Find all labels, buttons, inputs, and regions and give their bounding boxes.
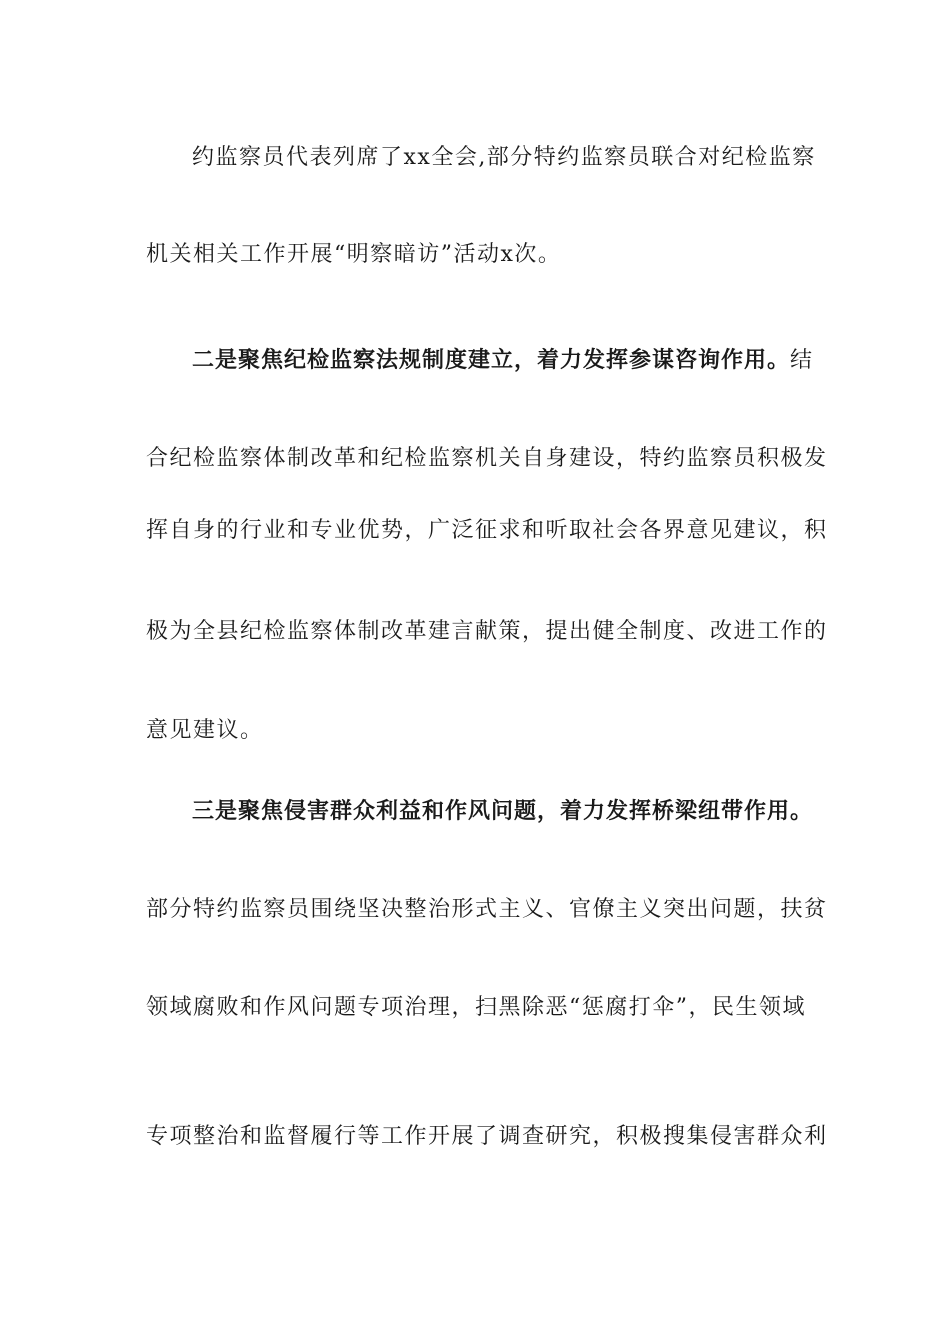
paragraph-2-line-5: 意见建议。 xyxy=(146,718,264,743)
paragraph-2-line-3: 挥自身的行业和专业优势，广泛征求和听取社会各界意见建议，积 xyxy=(146,518,828,543)
paragraph-2-heading: 二是聚焦纪检监察法规制度建立，着力发挥参谋咨询作用。 xyxy=(192,347,791,373)
paragraph-1-line-2: 机关相关工作开展“明察暗访”活动x次。 xyxy=(146,242,562,267)
paragraph-2-line-4: 极为全县纪检监察体制改革建言献策，提出健全制度、改进工作的 xyxy=(146,619,828,644)
paragraph-3-line-4: 专项整治和监督履行等工作开展了调查研究，积极搜集侵害群众利 xyxy=(146,1124,828,1149)
paragraph-3-heading: 三是聚焦侵害群众利益和作风问题，着力发挥桥梁纽带作用。 xyxy=(192,798,814,824)
paragraph-3-line-3: 领域腐败和作风问题专项治理，扫黑除恶“惩腐打伞”，民生领域 xyxy=(146,995,806,1020)
paragraph-2-heading-continuation: 结 xyxy=(790,348,814,373)
paragraph-2-heading-line xyxy=(192,345,814,375)
paragraph-2-line-2: 合纪检监察体制改革和纪检监察机关自身建设，特约监察员积极发 xyxy=(146,446,828,471)
paragraph-1-line-1: 约监察员代表列席了xx全会,部分特约监察员联合对纪检监察 xyxy=(192,145,816,170)
paragraph-3-line-2: 部分特约监察员围绕坚决整治形式主义、官僚主义突出问题，扶贫 xyxy=(146,897,828,922)
